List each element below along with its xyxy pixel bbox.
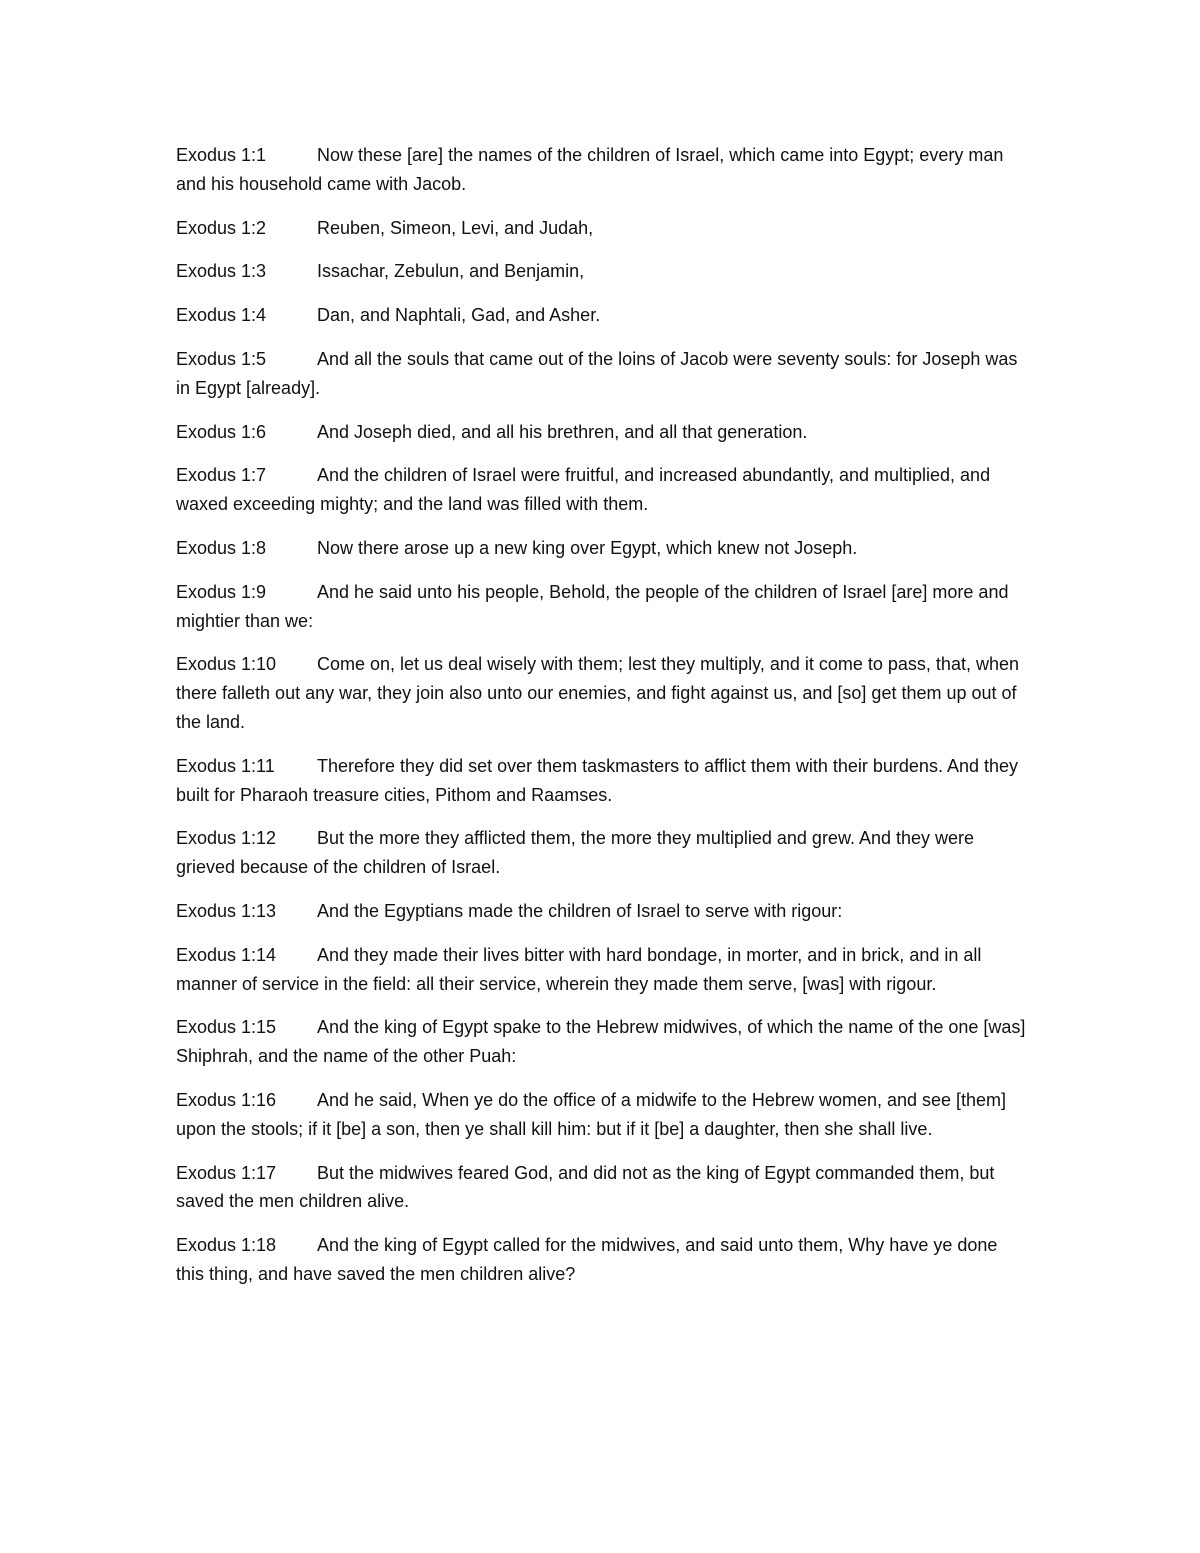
verse-reference: Exodus 1:11 <box>176 755 275 776</box>
verse <box>176 897 1026 926</box>
verse <box>176 141 1026 199</box>
verse-reference: Exodus 1:3 <box>176 261 267 282</box>
verse-text: But the more they afflicted them, the more they multiplied and grew. And they were grieved because of the children of Israel. <box>176 828 975 878</box>
verse-reference: Exodus 1:15 <box>176 1017 277 1038</box>
verse-reference: Exodus 1:9 <box>176 581 267 602</box>
verse-text: And he said unto his people, Behold, the people of the children of Israel [are] more and mightier than we: <box>176 581 1009 631</box>
verse-reference: Exodus 1:7 <box>176 465 267 486</box>
verse <box>176 301 1026 330</box>
verse-text: And the Egyptians made the children of Israel to serve with rigour: <box>317 900 843 921</box>
verse-text: Reuben, Simeon, Levi, and Judah, <box>317 217 594 238</box>
verse-text: And they made their lives bitter with hard bondage, in morter, and in brick, and in all manner of service in the field: all their service, wherein they made them serve, [was] with rigour. <box>176 944 982 994</box>
verse <box>176 534 1026 563</box>
verse-text: And he said, When ye do the office of a midwife to the Hebrew women, and see [them] upon the stools; if it [be] a son, then ye shall kill him: but if it [be] a daughter, then she shall live. <box>176 1089 1007 1139</box>
verse-text: Dan, and Naphtali, Gad, and Asher. <box>317 305 601 326</box>
verse <box>176 1013 1026 1071</box>
verse-text: And the king of Egypt called for the midwives, and said unto them, Why have ye done this thing, and have saved the men children alive? <box>176 1235 998 1284</box>
document-body <box>176 141 1026 1304</box>
verse <box>176 650 1026 736</box>
verse-reference: Exodus 1:5 <box>176 348 267 369</box>
verse-reference: Exodus 1:13 <box>176 900 277 921</box>
verse-text: And all the souls that came out of the loins of Jacob were seventy souls: for Joseph was in Egypt [already]. <box>176 348 1018 398</box>
verse-reference: Exodus 1:12 <box>176 828 277 849</box>
verse <box>176 418 1026 447</box>
verse <box>176 1086 1026 1144</box>
verse-text: Now there arose up a new king over Egypt, which knew not Joseph. <box>317 537 858 558</box>
verse-reference: Exodus 1:2 <box>176 217 267 238</box>
verse-reference: Exodus 1:1 <box>176 145 267 165</box>
verse-reference: Exodus 1:18 <box>176 1235 277 1256</box>
verse-reference: Exodus 1:8 <box>176 537 267 558</box>
verse-text: Issachar, Zebulun, and Benjamin, <box>317 261 585 282</box>
verse <box>176 345 1026 403</box>
verse-text: And the children of Israel were fruitful, and increased abundantly, and multiplied, and waxed exceeding mighty; and the land was filled with them. <box>176 465 991 515</box>
verse-text: Come on, let us deal wisely with them; lest they multiply, and it come to pass, that, when there falleth out any war, they join also unto our enemies, and fight against us, and [so] get them up out of the land. <box>176 654 1019 732</box>
verse-text: But the midwives feared God, and did not as the king of Egypt commanded them, but saved the men children alive. <box>176 1162 995 1212</box>
verse <box>176 214 1026 243</box>
verse <box>176 1231 1026 1289</box>
verse-text: Now these [are] the names of the children of Israel, which came into Egypt; every man and his household came with Jacob. <box>176 145 1004 194</box>
verse <box>176 941 1026 999</box>
verse-text: And Joseph died, and all his brethren, and all that generation. <box>317 421 808 442</box>
verse <box>176 824 1026 882</box>
verse-reference: Exodus 1:17 <box>176 1162 277 1183</box>
verse-text: And the king of Egypt spake to the Hebrew midwives, of which the name of the one [was] Shiphrah, and the name of the other Puah: <box>176 1017 1026 1067</box>
verse-text: Therefore they did set over them taskmasters to afflict them with their burdens. And they built for Pharaoh treasure cities, Pithom and Raamses. <box>176 755 1019 805</box>
verse-reference: Exodus 1:4 <box>176 305 267 326</box>
verse-reference: Exodus 1:10 <box>176 654 277 675</box>
verse <box>176 461 1026 519</box>
verse-reference: Exodus 1:16 <box>176 1089 277 1110</box>
verse <box>176 752 1026 810</box>
verse <box>176 578 1026 636</box>
verse-reference: Exodus 1:14 <box>176 944 277 965</box>
verse <box>176 257 1026 286</box>
verse <box>176 1159 1026 1217</box>
verse-reference: Exodus 1:6 <box>176 421 267 442</box>
